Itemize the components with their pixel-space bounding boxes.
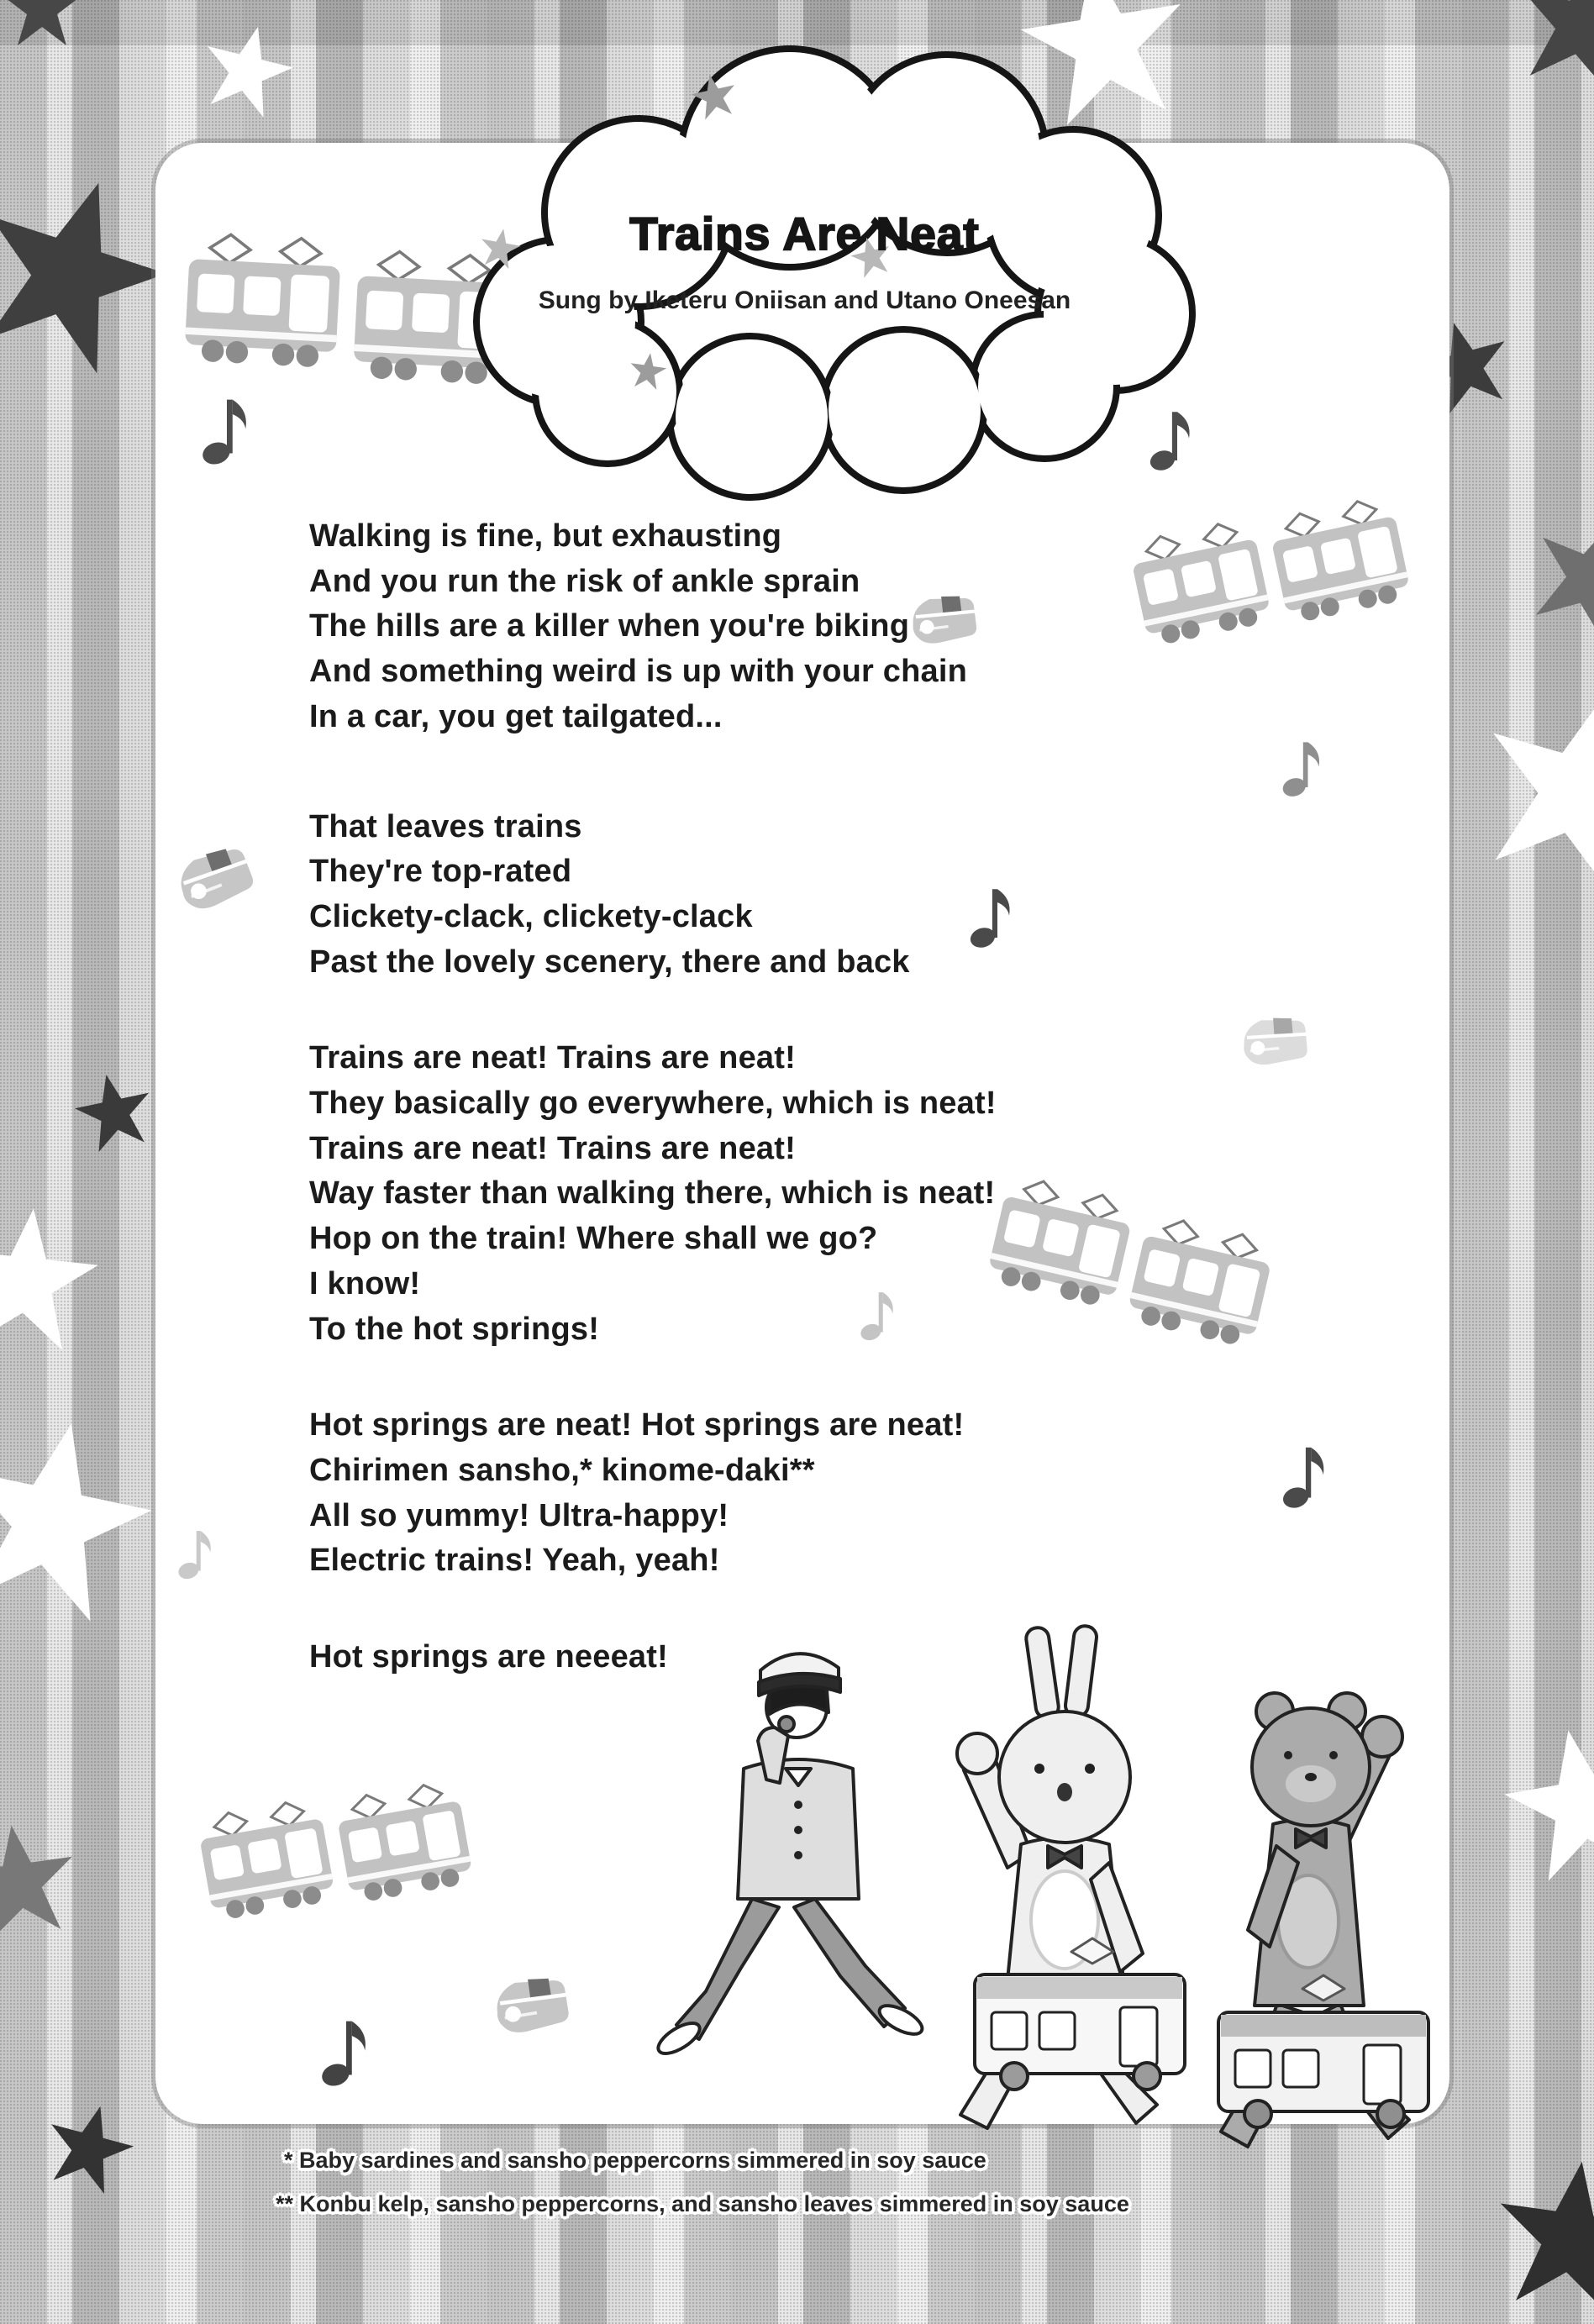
- lyric-line: They're top-rated: [309, 854, 572, 890]
- music-note-icon: [1281, 733, 1324, 798]
- train-conductor: [654, 1654, 926, 2059]
- music-note-icon: [1281, 1437, 1329, 1510]
- lyric-line: Walking is fine, but exhausting: [309, 518, 782, 554]
- lyric-line: I know!: [309, 1265, 421, 1301]
- stanza-1: [309, 514, 1234, 740]
- star-icon: [1481, 2151, 1594, 2324]
- lyric-line: In a car, you get tailgated...: [309, 698, 723, 734]
- star-icon: [1509, 497, 1594, 657]
- characters-illustration: [605, 1571, 1378, 2126]
- star-icon: [687, 70, 742, 124]
- lyric-line: Hop on the train! Where shall we go?: [309, 1221, 878, 1257]
- lyric-line: Trains are neat! Trains are neat!: [309, 1130, 796, 1166]
- footnote-1: * Baby sardines and sansho peppercorns simmered in soy sauce: [284, 2148, 986, 2173]
- lyric-line: Chirimen sansho,* kinome-daki**: [309, 1452, 815, 1488]
- whistle-icon: [486, 1963, 587, 2047]
- star-icon: [0, 1817, 87, 1947]
- lyric-line: The hills are a killer when you're biking: [309, 608, 910, 644]
- music-note-icon: [319, 2010, 371, 2088]
- lyric-line: Way faster than walking there, which is neat!: [309, 1175, 996, 1212]
- lyric-line: And something weird is up with your chain: [309, 654, 968, 690]
- stanza-4: [309, 1403, 1234, 1584]
- title-cloud: [433, 57, 1176, 481]
- star-icon: [0, 1402, 172, 1638]
- music-note-icon: [176, 1522, 215, 1580]
- lyric-line: Hot springs are neat! Hot springs are neat!: [309, 1407, 965, 1443]
- star-icon: [34, 2095, 144, 2202]
- music-note-icon: [200, 388, 252, 466]
- star-icon: [1451, 666, 1594, 912]
- star-icon: [1500, 0, 1594, 103]
- lyric-line: Hot springs are neeeat!: [309, 1639, 668, 1675]
- lyric-line: Electric trains! Yeah, yeah!: [309, 1543, 720, 1579]
- stanza-3: [309, 1036, 1234, 1352]
- star-icon: [0, 0, 84, 49]
- star-icon: [626, 350, 670, 392]
- star-icon: [0, 1201, 108, 1359]
- rabbit-mascot: [957, 1625, 1185, 2128]
- lyric-line: And you run the risk of ankle sprain: [309, 563, 860, 599]
- song-subtitle: Sung by Iketeru Oniisan and Utano Oneesan: [538, 287, 1071, 314]
- lyric-line: Trains are neat! Trains are neat!: [309, 1040, 796, 1076]
- lyric-line: All so yummy! Ultra-happy!: [309, 1497, 729, 1533]
- lyric-line: That leaves trains: [309, 808, 582, 844]
- star-icon: [66, 1066, 161, 1159]
- whistle-icon: [1232, 1002, 1326, 1081]
- star-icon: [1491, 1717, 1594, 1893]
- lyric-line: They basically go everywhere, which is neat!: [309, 1086, 997, 1122]
- footnotes: [276, 2138, 1129, 2226]
- lyric-line: Clickety-clack, clickety-clack: [309, 898, 753, 934]
- whistle-icon: [169, 835, 271, 919]
- lyric-line: Past the lovely scenery, there and back: [309, 944, 910, 980]
- song-title: Trains Are Neat: [629, 208, 980, 260]
- lyrics: [309, 514, 1234, 1680]
- lyric-line: To the hot springs!: [309, 1311, 600, 1347]
- footnote-2: ** Konbu kelp, sansho peppercorns, and sansho leaves simmered in soy sauce: [276, 2191, 1129, 2216]
- stanza-2: [309, 805, 1234, 986]
